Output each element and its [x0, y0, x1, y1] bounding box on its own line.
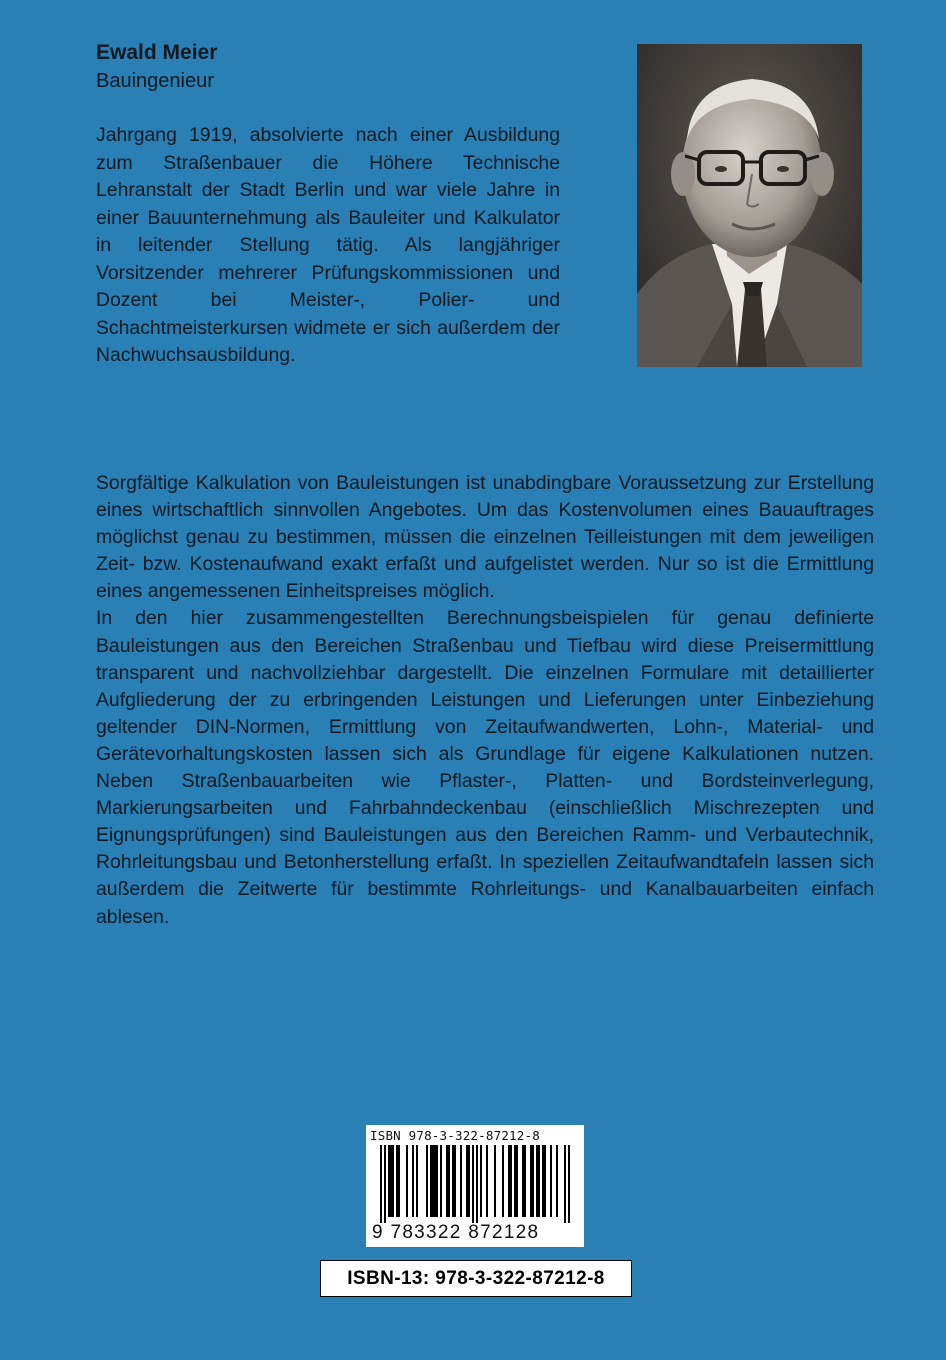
barcode-bars: [366, 1145, 584, 1223]
barcode-bar: [468, 1145, 470, 1217]
barcode-bar: [396, 1145, 398, 1217]
description-paragraph-1: Sorgfältige Kalkulation von Bauleistungen ist unabdingbare Voraussetzung zur Erstellung eines wirtschaftlich sinnvollen Angebotes. Um das Kostenvolumen eines Bauauftrages möglichst genau zu bestimmen, müssen die einzelnen Teilleistungen mit dem jeweiligen Zeit- bzw. Kostenaufwand exakt erfaßt und aufgelistet werden. Nur so ist die Ermittlung eines angemessenen Einheitspreises möglich.: [96, 472, 874, 603]
barcode-bar: [486, 1145, 488, 1217]
barcode-bar: [472, 1145, 474, 1223]
barcode-bar: [426, 1145, 428, 1217]
barcode-bar: [532, 1145, 534, 1217]
barcode-bar: [448, 1145, 450, 1217]
description: [96, 470, 874, 931]
isbn-barcode: [366, 1125, 584, 1247]
barcode-bar: [538, 1145, 540, 1217]
barcode-bar: [510, 1145, 512, 1217]
description-paragraph-2: In den hier zusammengestellten Berechnungsbeispielen für genau definierte Bauleistungen aus den Bereichen Straßenbau und Tiefbau wird diese Preisermittlung transparent und nachvollziehbar dargestellt. Die einzelnen Formulare mit detaillierter Aufgliederung der zu erbringenden Leistungen und Lieferungen unter Einbeziehung geltender DIN-Normen, Ermittlung von Zeitaufwandwerten, Lohn-, Material- und Gerätevorhaltungskosten lassen sich als Grundlage für eigene Kalkulationen nutzen. Neben Straßenbauarbeiten wie Pflaster-, Platten- und Bordsteinverlegung, Markierungsarbeiten und Fahrbahndeckenbau (einschließlich Mischrezepten und Eignungsprüfungen) sind Bauleistungen aus den Bereichen Ramm- und Verbautechnik, Rohrleitungsbau und Betonherstellung erfaßt. In speziellen Zeitaufwandtafeln lassen sich außerdem die Zeitwerte für bestimmte Rohrleitungs- und Kanalbauarbeiten einfach ablesen.: [96, 607, 874, 928]
barcode-bar: [416, 1145, 418, 1217]
author-name: Ewald Meier: [96, 41, 218, 64]
barcode-bar: [516, 1145, 518, 1217]
author-role: Bauingenieur: [96, 70, 214, 92]
barcode-bar: [412, 1145, 414, 1217]
author-block: [96, 40, 596, 94]
barcode-bar: [476, 1145, 478, 1223]
barcode-bar: [550, 1145, 552, 1217]
barcode-bar: [436, 1145, 438, 1217]
barcode-bar: [508, 1145, 510, 1217]
barcode-bar: [544, 1145, 546, 1217]
barcode-bar: [446, 1145, 448, 1217]
barcode-bar: [452, 1145, 454, 1217]
barcode-bar: [542, 1145, 544, 1217]
barcode-bar: [466, 1145, 468, 1217]
barcode-bar: [494, 1145, 496, 1217]
isbn13-label: ISBN-13: 978-3-322-87212-8: [320, 1260, 632, 1297]
barcode-bar: [406, 1145, 408, 1217]
barcode-bar: [430, 1145, 432, 1217]
barcode-bar: [440, 1145, 442, 1217]
barcode-bar: [556, 1145, 558, 1217]
barcode-digits: 9 783322 872128: [372, 1222, 540, 1243]
barcode-bar: [434, 1145, 436, 1217]
barcode-bar: [522, 1145, 524, 1217]
barcode-bar: [384, 1145, 386, 1223]
barcode-bar: [536, 1145, 538, 1217]
barcode-bar: [514, 1145, 516, 1217]
author-photo: [637, 44, 862, 367]
barcode-bar: [390, 1145, 392, 1217]
barcode-bar: [392, 1145, 394, 1217]
author-bio: Jahrgang 1919, absolvierte nach einer Ausbildung zum Straßenbauer die Höhere Technische Lehranstalt der Stadt Berlin und war viele Jahre in einer Bauunternehmung als Bauleiter und Kalkulator in leitender Stellung tätig. Als langjähriger Vorsitzender mehrerer Prüfungskommissionen und Dozent bei Meister-, Polier- und Schachtmeisterkursen widmete er sich außerdem der Nachwuchsausbildung.: [96, 124, 560, 366]
barcode-bar: [480, 1145, 482, 1217]
barcode-bar: [454, 1145, 456, 1217]
barcode-bar: [564, 1145, 566, 1223]
barcode-bar: [460, 1145, 462, 1217]
barcode-header: ISBN 978-3-322-87212-8: [370, 1128, 540, 1143]
barcode-bar: [524, 1145, 526, 1217]
barcode-bar: [568, 1145, 570, 1223]
barcode-bar: [502, 1145, 504, 1217]
barcode-bar: [530, 1145, 532, 1217]
barcode-bar: [432, 1145, 434, 1217]
barcode-bar: [398, 1145, 400, 1217]
barcode-bar: [380, 1145, 382, 1223]
barcode-bar: [388, 1145, 390, 1217]
